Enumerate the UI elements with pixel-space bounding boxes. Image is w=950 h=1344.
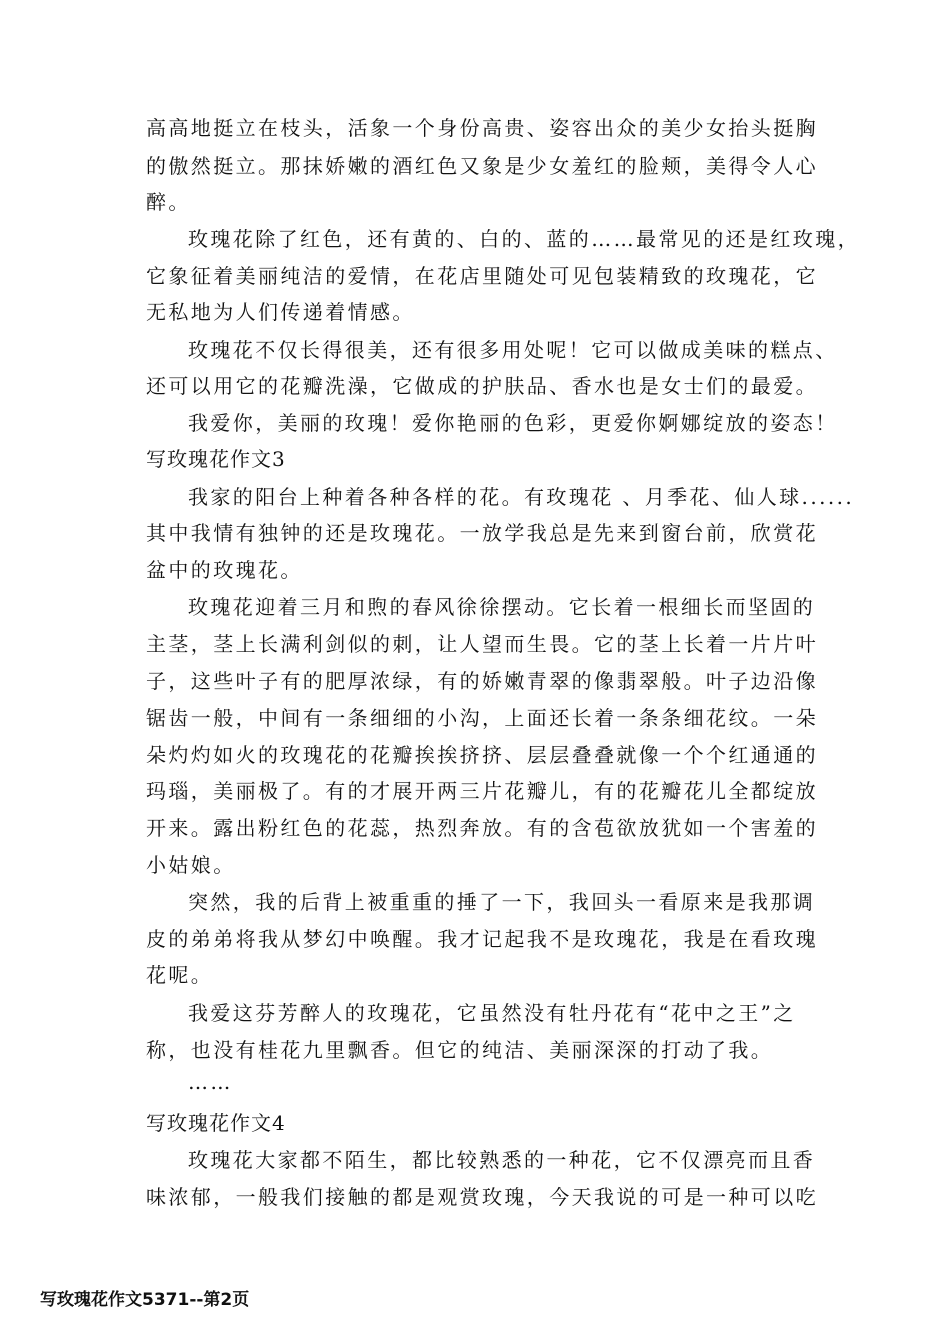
text-line: 醉。 — [146, 190, 191, 214]
text-line: 主茎，茎上长满利剑似的刺，让人望而生畏。它的茎上长着一片片叶 — [146, 632, 818, 656]
text-line: 还可以用它的花瓣洗澡，它做成的护肤品、香水也是女士们的最爱。 — [146, 374, 818, 398]
page-footer: 写玫瑰花作文5371--第2页 — [40, 1290, 250, 1310]
section-heading: 写玫瑰花作文4 — [146, 1111, 286, 1135]
text-line: 我爱这芬芳醉人的玫瑰花，它虽然没有牡丹花有“花中之王”之 — [188, 1001, 796, 1025]
text-line: 小姑娘。 — [146, 853, 236, 877]
text-line: 的傲然挺立。那抹娇嫩的酒红色又象是少女羞红的脸颊，美得令人心 — [146, 154, 818, 178]
text-line: 玫瑰花迎着三月和煦的春风徐徐摆动。它长着一根细长而坚固的 — [188, 595, 816, 619]
text-line: 玫瑰花除了红色，还有黄的、白的、蓝的……最常见的还是红玫瑰， — [188, 227, 860, 251]
text-line: 玫瑰花大家都不陌生，都比较熟悉的一种花，它不仅漂亮而且香 — [188, 1148, 816, 1172]
text-line: 玛瑙，美丽极了。有的才展开两三片花瓣儿，有的花瓣花儿全都绽放 — [146, 779, 818, 803]
text-line: 称，也没有桂花九里飘香。但它的纯洁、美丽深深的打动了我。 — [146, 1038, 774, 1062]
text-line: 高高地挺立在枝头，活象一个身份高贵、姿容出众的美少女抬头挺胸 — [146, 116, 818, 140]
text-line: 其中我情有独钟的还是玫瑰花。一放学我总是先来到窗台前，欣赏花 — [146, 521, 818, 545]
text-line: 盆中的玫瑰花。 — [146, 558, 303, 582]
text-line: 朵灼灼如火的玫瑰花的花瓣挨挨挤挤、层层叠叠就像一个个红通通的 — [146, 743, 818, 767]
text-line: 花呢。 — [146, 963, 214, 987]
text-line: 皮的弟弟将我从梦幻中唤醒。我才记起我不是玫瑰花，我是在看玫瑰 — [146, 927, 818, 951]
text-line: 我爱你，美丽的玫瑰！爱你艳丽的色彩，更爱你婀娜绽放的姿态！ — [188, 411, 838, 435]
text-line: 锯齿一般，中间有一条细细的小沟，上面还长着一条条细花纹。一朵 — [146, 706, 818, 730]
section-heading: 写玫瑰花作文3 — [146, 447, 286, 471]
text-line: 突然，我的后背上被重重的捶了一下，我回头一看原来是我那调 — [188, 890, 816, 914]
text-line: 它象征着美丽纯洁的爱情，在花店里随处可见包装精致的玫瑰花，它 — [146, 264, 818, 288]
text-line: 开来。露出粉红色的花蕊，热烈奔放。有的含苞欲放犹如一个害羞的 — [146, 816, 818, 840]
text-line: …… — [188, 1070, 233, 1094]
text-line: 子，这些叶子有的肥厚浓绿，有的娇嫩青翠的像翡翠般。叶子边沿像 — [146, 669, 818, 693]
text-line: 味浓郁，一般我们接触的都是观赏玫瑰，今天我说的可是一种可以吃 — [146, 1185, 818, 1209]
text-line: 无私地为人们传递着情感。 — [146, 300, 415, 324]
text-line: 玫瑰花不仅长得很美，还有很多用处呢！它可以做成美味的糕点、 — [188, 338, 838, 362]
text-line: 我家的阳台上种着各种各样的花。有玫瑰花 、月季花、仙人球...... — [188, 485, 855, 509]
